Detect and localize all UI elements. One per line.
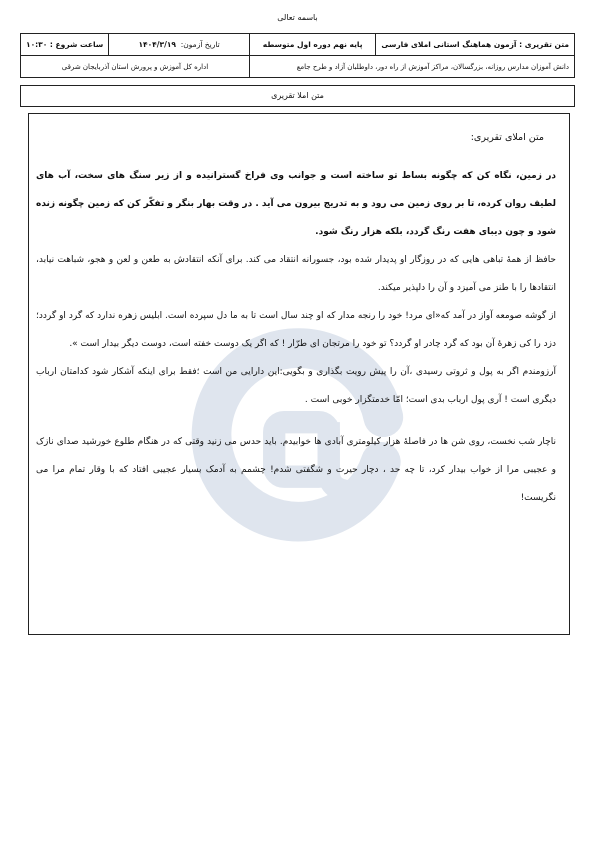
- paragraph-4: آرزومندم اگر به پول و ثروتی رسیدی ،آن را پیش رویت بگذاری و بگویی:این دارایی من است ؛فقط برای اینکه آشکار شود کدامتان ارباب دیگری است ! آری پول ارباب بدی است؛ امّا خدمتگزار خوبی است .: [36, 367, 556, 405]
- dictation-text: [36, 124, 556, 512]
- text-heading: متن املای تقریری:: [470, 132, 544, 143]
- exam-date: [109, 34, 250, 56]
- start-time: ساعت شروع : ۱۰:۳۰: [21, 34, 109, 56]
- paragraph-3: از گوشه صومعه آواز در آمد که«ای مرد! خود را رنجه مدار که او چند سال است تا به ما دل سپرده است. ابلیس زهره ندارد که گرد او گردد؛ دزد را کی زهرهٔ آن بود که گرد چادر او گردد؟ تو خود را مرتجان ای طرّار ! که اگر یک دوست خفته است، دوست دیگر بیدار است ».: [36, 311, 556, 349]
- date-label: تاریخ آزمون:: [180, 40, 220, 49]
- students-line: دانش آموزان مدارس روزانه، بزرگسالان، مراکز آموزش از راه دور، داوطلبان آزاد و طرح جامع: [249, 56, 574, 78]
- department: اداره کل آموزش و پرورش استان آذربایجان شرقی: [21, 56, 250, 78]
- paragraph-2: حافظ از همهٔ تباهی هایی که در روزگار او پدیدار شده بود، جسورانه انتقاد می کند. برای آنکه انتقادش به طعن و لعن و هجو، شباهت نیابد، انتقادها را با طنز می آمیزد و آن را دلپذیر میکند.: [36, 255, 556, 293]
- paragraph-1: در زمین، نگاه کن که چگونه بساط تو ساخته است و جوانب وی فراخ گسترانیده و از زیر سنگ های سخت، آب های لطیف روان کرده، تا بر روی زمین می رود و به تدریج بیرون می آید . در وقت بهار بنگر و تفکّر کن که زمین چگونه زنده شود و چون دیبای هفت رنگ گردد، بلکه هزار رنگ شود.: [36, 171, 556, 237]
- exam-title: متن تقریری : آزمون هماهنگ استانی املای فارسی: [376, 34, 575, 56]
- grade: پایه نهم دوره اول متوسطه: [249, 34, 375, 56]
- date-value: ۱۴۰۴/۳/۱۹: [138, 40, 176, 49]
- exam-header-table: [20, 33, 575, 78]
- paragraph-5: ناچار شب نخست، روی شن ها در فاصلهٔ هزار کیلومتری آبادی ها خوابیدم. باید حدس می زنید وقتی که در هنگام طلوع خورشید صدای نازک و عجیبی مرا از خواب بیدار کرد، تا چه حد ، دچار حیرت و شگفتی شدم! چشمم به آدمک بسیار عجیبی افتاد که با وقار تمام مرا می نگریست!: [36, 437, 556, 503]
- bismillah: باسمه تعالی: [277, 13, 318, 22]
- section-title: متن املا تقریری: [20, 85, 575, 107]
